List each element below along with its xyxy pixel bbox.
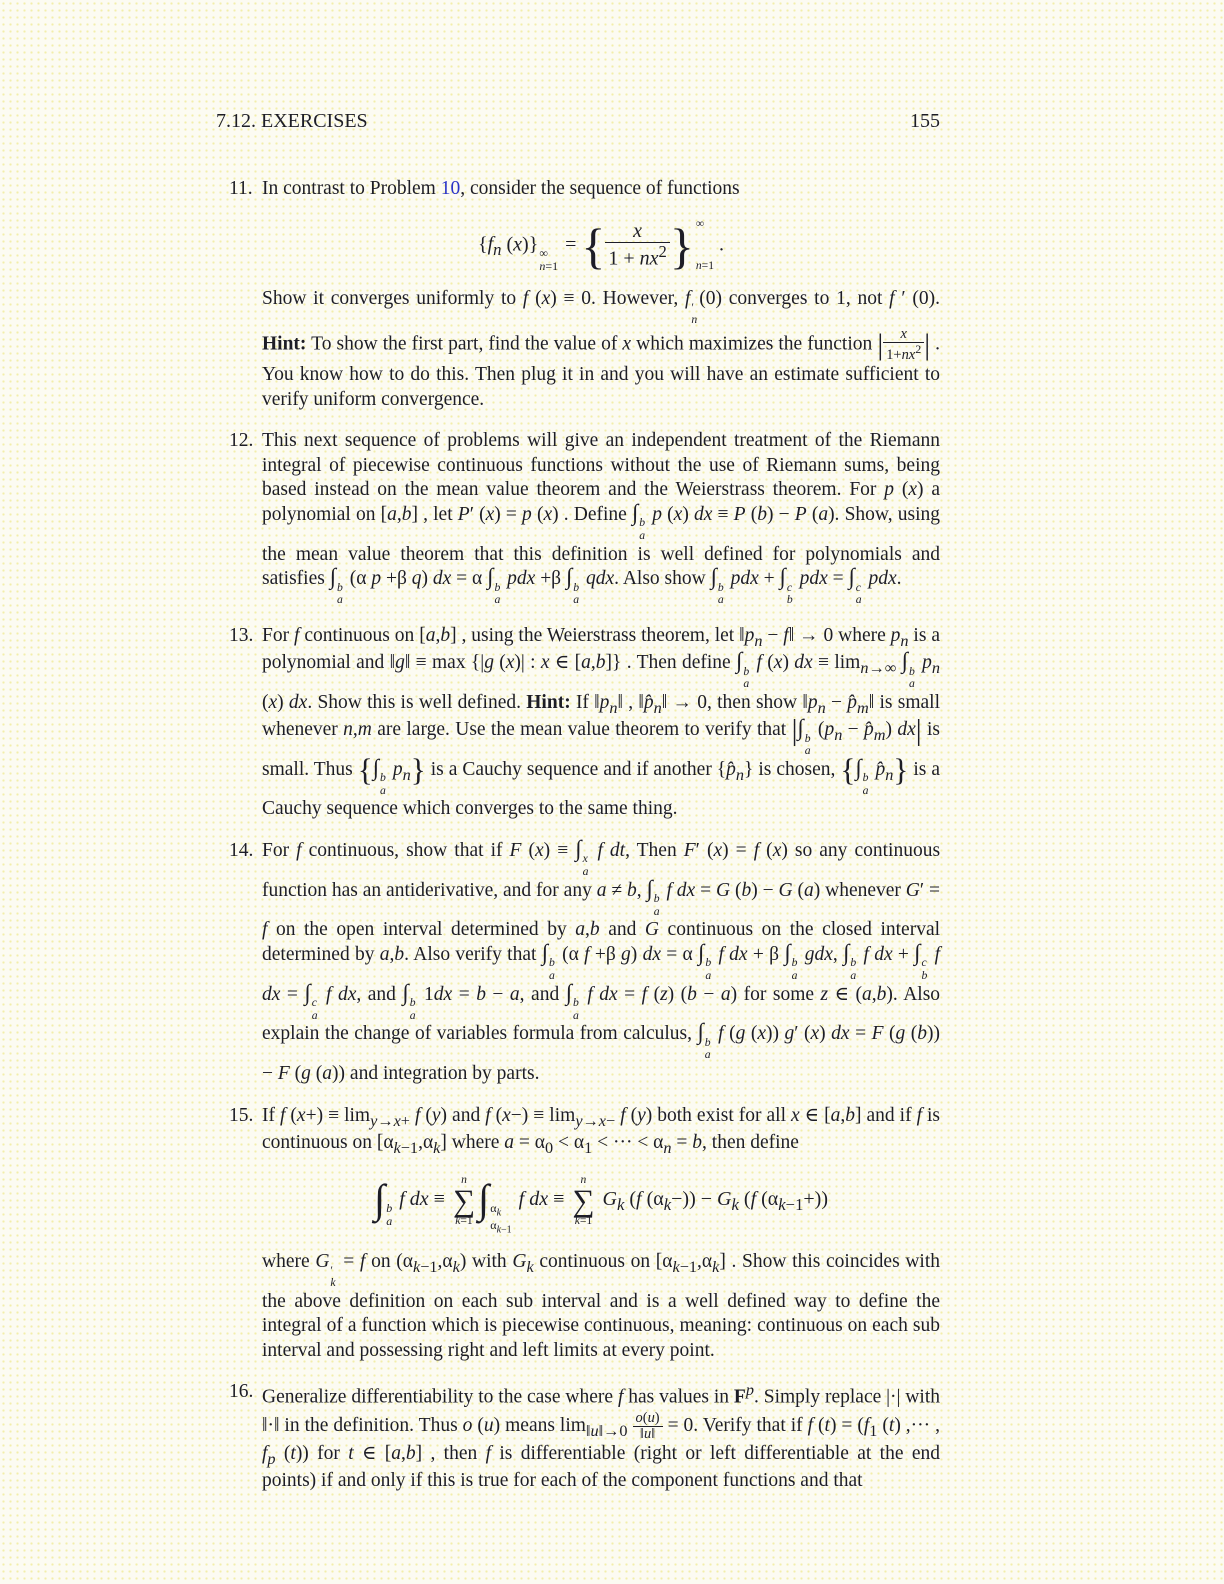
exercise-number: 12. [229,430,254,452]
exercise-body [262,835,941,1086]
paragraph: For f continuous, show that if F (x) ≡ ∫ x a f dt, Then F′ (x) = f (x) so any continuous function has an antiderivative, and for any a ≠ b, ∫ b a f dx = G (b) − G (a) whenever G′ = f on the open interval determined by a,b and G continuous on the closed interval determined by a,b. Also verify that ∫ b a (α f +β g) dx = α ∫ b a f dx + β ∫ b a gdx, ∫ b a f dx + ∫ c b f dx = ∫ c a f dx, and ∫ b a 1dx = b − a, and ∫ b a f dx = f (z) (b − a) for some z ∈ (a,b). Also explain the change of variables formula from calculus, ∫ b a f (g (x)) g′ (x) dx = F (g (b)) − F (g (a)) and integration by parts. [262,835,941,1084]
exercise-body [262,429,940,607]
section-heading: 7.12. EXERCISES [216,110,368,132]
exercise-body [262,177,940,412]
exercise-number: 13. [229,624,254,646]
exercise-body [262,1380,940,1493]
paragraph: Generalize differentiability to the case where f has values in $F^p$. Simply replace |·| with ‖·‖ in the definition. Thus o (u) means $\lim_{‖u‖\to 0}$ $\frac{o(u)}{‖u‖}$ = 0. Verify that if f $(t) = (f_1$ (t) ,··· , $f_p$ (t)) for t ∈ [a,b] , then f is differentiable (right or left differentiable at the end points) if and only if this is true for each of the component functions and that [262,1381,941,1492]
problem-10-link[interactable]: 10 [440,178,461,199]
exercise-body [262,1104,940,1364]
exercise-item-11 [216,177,940,412]
exercise-body [262,624,940,822]
paragraph: In contrast to Problem 10, consider the sequence of functions [262,178,740,199]
exercise-number: 11. [229,178,253,199]
page-header [216,110,940,133]
exercise-item-13 [216,624,940,822]
paragraph: This next sequence of problems will give an independent treatment of the Riemann integral of piecewise continuous functions without the use of Riemann sums, being based instead on the mean value theorem and the Weierstrass theorem. For p (x) a polynomial on [a,b] , let P′ (x) = p (x) . Define ∫ b a p (x) dx ≡ P (b) − P (a). Show, using the mean value theorem that this definition is well defined for polynomials and satisfies ∫ b a (α p +β q) dx = α ∫ b a pdx +β ∫ b a qdx. Also show ∫ b a pdx + ∫ c b pdx = ∫ c a pdx. [262,430,941,607]
exercise-item-14 [216,835,941,1086]
exercise-item-12 [216,429,940,607]
exercise-number: 16. [229,1381,254,1403]
paragraph: Show it converges uniformly to f (x) ≡ 0. However, f ′ n (0) converges to 1, not f ′ (0). Hint: To show the first part, find the value of x which maximizes the function | $\frac{x}{1+nx^2}$ | . You know how to do this. Then plug it in and you will have an estimate sufficient to verify uniform convergence. [262,288,941,410]
exercise-number: 15. [229,1104,254,1126]
exercise-list [216,177,940,1494]
page-number: 155 [910,110,940,132]
text-column [216,110,940,1511]
display-formula: {$f_n$ (x)} ∞ n=1 = { $\frac{x}{1 + nx^2}$ } ∞ n=1 . [477,216,725,274]
exercise-number: 14. [229,840,254,862]
exercise-item-15 [216,1104,940,1364]
display-formula: ∫ b a f dx ≡ n ∑ k=1 ∫ $\alpha_k$ $\alpha_{k-1}$ f dx ≡ n ∑ k=1 $G_k$ (f $(\alpha_k-)) - G_k$ (f $(\alpha_{k-1}+)$) [373,1173,829,1236]
paragraph: where G ′ k = f on $(\alpha_{k-1},\alpha_k)$ with $G_k$ continuous on $[\alpha_{k-1},\alpha_k]$ . Show this coincides with the above definition on each sub interval and is a well defined way to define the integral of a function which is piecewise continuous, meaning: continuous on each sub interval and possessing right and left limits at every point. [262,1251,941,1361]
paragraph: For f continuous on [a,b] , using the Weierstrass theorem, let $‖p_n$ − f‖ → 0 where $p_n$ is a polynomial and ‖g‖ ≡ max {|g (x)| : x ∈ [a,b]} . Then define ∫ b a f (x) dx ≡ $\lim_{n\to\infty}$ ∫ b a $p_n$ (x) dx. Show this is well defined. Hint: If $‖p_n‖$ , $‖p̂_n‖ \to 0$, then show $‖p_n$ − $p̂_m‖$ is small whenever n,m are large. Use the mean value theorem to verify that |∫ b a ($p_n$ − $p̂_m$) dx| is small. Thus {∫ b a $p_n$} is a Cauchy sequence and if another $\{p̂_n\}$ is chosen, {∫ b a $p̂_n$} is a Cauchy sequence which converges to the same thing. [262,624,941,820]
exercise-item-16 [216,1380,940,1493]
paragraph: If f $(x+) \equiv \lim_{y\to x+} f$ (y) and f $(x-) \equiv \lim_{y\to x-} f$ (y) both exist for all x ∈ [a,b] and if f is continuous on $[\alpha_{k-1},\alpha_k]$ where $a = \alpha_0 < \alpha_1$ < ··· < $\alpha_n = b$, then define [262,1104,941,1157]
